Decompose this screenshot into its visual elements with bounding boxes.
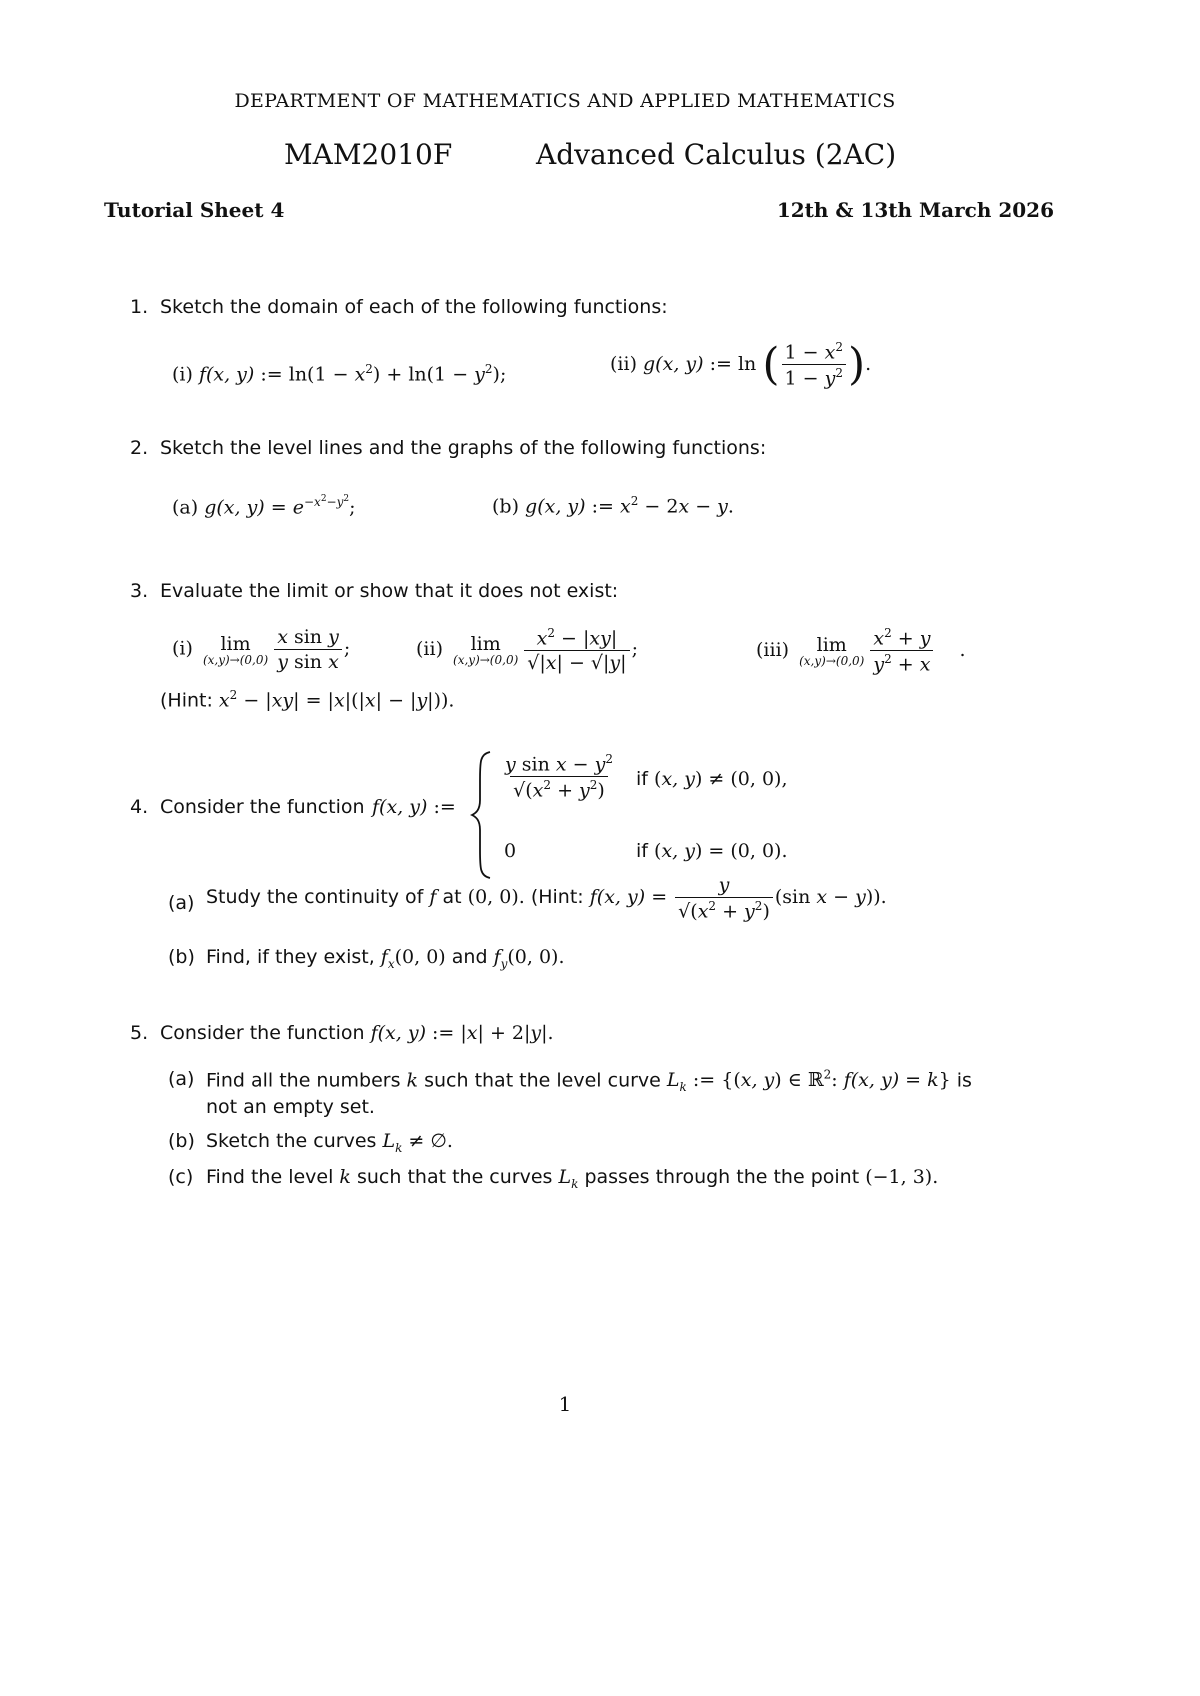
q5-c-label: (c) [168,1166,194,1188]
q4-a-text: Study the continuity of [206,886,424,909]
q5-part-c: Find the level k such that the curves $L_k$ passes through the the point (−1, 3). [206,1166,939,1191]
q5-part-b: Sketch the curves $L_k$ ≠ ∅. [206,1130,453,1155]
q4-part-a: Study the continuity of f at (0, 0). (Hint: f(x, y) = $\frac{y}{√(x^2 + y^2)}$ (sin x − y)). [206,874,887,923]
q4-a-at: at [442,886,462,909]
q5-b-text: Sketch the curves [206,1130,377,1152]
page-number: 1 [558,1392,572,1416]
tutorial-date: 12th & 13th March 2026 [776,198,1054,222]
q4-b-text: Find, if they exist, [206,946,375,968]
q4-a-hint: (Hint: [530,886,584,909]
q2-b-label: (b) [492,495,519,518]
q4-number: 4. [130,796,149,818]
course-code: MAM2010F [284,138,453,171]
q4-case2-condition: if (x, y) = (0, 0). [636,840,788,862]
q5-a-text4: not an empty set. [206,1096,375,1118]
course-name: Advanced Calculus (2AC) [536,138,897,171]
q4-b-and: and [451,946,488,968]
q4-case1-expr: $\frac{y \sin x - y^2}{√(x^2 + y^2)}$ [505,752,613,802]
q5-a-text3: is [956,1069,972,1092]
q1-part-i: (i) f(x, y) := $\ln(1 - x^2) + \ln(1 - y^2)$; [172,362,507,386]
q4-function-def: f(x, y) := [372,796,456,818]
q4-left-brace [470,750,496,880]
tutorial-sheet-label: Tutorial Sheet 4 [104,198,285,222]
q4-case1-if: if [636,768,648,790]
department-heading: DEPARTMENT OF MATHEMATICS AND APPLIED MATHEMATICS [234,90,896,112]
q3-part-i: (i) lim (x,y)→(0,0) $\frac{\text{x sin y}}{\text{y sin x}}$ ; [172,626,351,673]
q4-b-label: (b) [168,946,195,968]
q5-intro: Consider the function f(x, y) := |x| + 2|y|. [160,1022,554,1044]
q4-case1-condition: if (x, y) ≠ (0, 0), [636,768,788,790]
q3-i-label: (i) [172,637,193,660]
q2-a-label: (a) [172,496,199,519]
q2-number: 2. [130,437,149,459]
q1-number: 1. [130,296,149,318]
q1-i-label: (i) [172,363,193,386]
q4-case2-expr [504,840,516,862]
q1-ii-label: (ii) [610,352,637,375]
q3-text: Evaluate the limit or show that it does not exist: [160,580,619,602]
q5-a-label: (a) [168,1068,195,1090]
q3-iii-label: (iii) [756,638,790,661]
q3-ii-label: (ii) [416,638,443,661]
q1-text: Sketch the domain of each of the following functions: [160,296,668,318]
q5-b-label: (b) [168,1130,195,1152]
q3-part-iii: (iii) lim (x,y)→(0,0) $\frac{x^2 + y}{y^2 + x}$ . [756,626,966,676]
q2-text: Sketch the level lines and the graphs of the following functions: [160,437,767,459]
q3-hint-label: (Hint: [160,689,213,712]
q5-c-text3: passes through the the point [584,1166,860,1188]
q2-part-a: (a) g(x, $y) = e^{-x^2-y^2}$; [172,494,356,519]
q5-number: 5. [130,1022,149,1044]
q2-part-b: (b) g(x, y) := $x^2 - 2x - y$. [492,494,734,518]
q3-number: 3. [130,580,149,602]
q3-part-ii: (ii) lim (x,y)→(0,0) $\frac{x^2 - |xy|}{√|x| - √|y|}$ ; [416,626,638,675]
q5-part-a-line1: Find all the numbers k such that the level curve $L_k$ := {(x, y) ∈ ℝ$^2$: f(x, y) = k} is [206,1068,972,1095]
q4-a-label: (a) [168,892,195,914]
q4-part-b: Find, if they exist, $f_x(0$, 0) and $f_y(0$, 0). [206,946,565,971]
q4-case2-value: 0 [504,840,517,862]
q4-text: Consider the function [160,796,365,818]
q5-a-text1: Find all the numbers [206,1069,401,1092]
q5-text: Consider the function [160,1022,365,1044]
q3-hint: (Hint: $x^2 - |xy| = |x|(|x| - |y|)$). [160,688,455,712]
q1-part-ii: (ii) g(x, y) := ln ( $\frac{1 - x^2}{1 - y^2}$ ). [610,338,872,390]
q5-c-text1: Find the level [206,1166,334,1188]
q5-c-text2: such that the curves [356,1166,553,1188]
q5-a-text2: such that the level curve [424,1069,661,1092]
q4-case2-if: if [636,840,648,862]
